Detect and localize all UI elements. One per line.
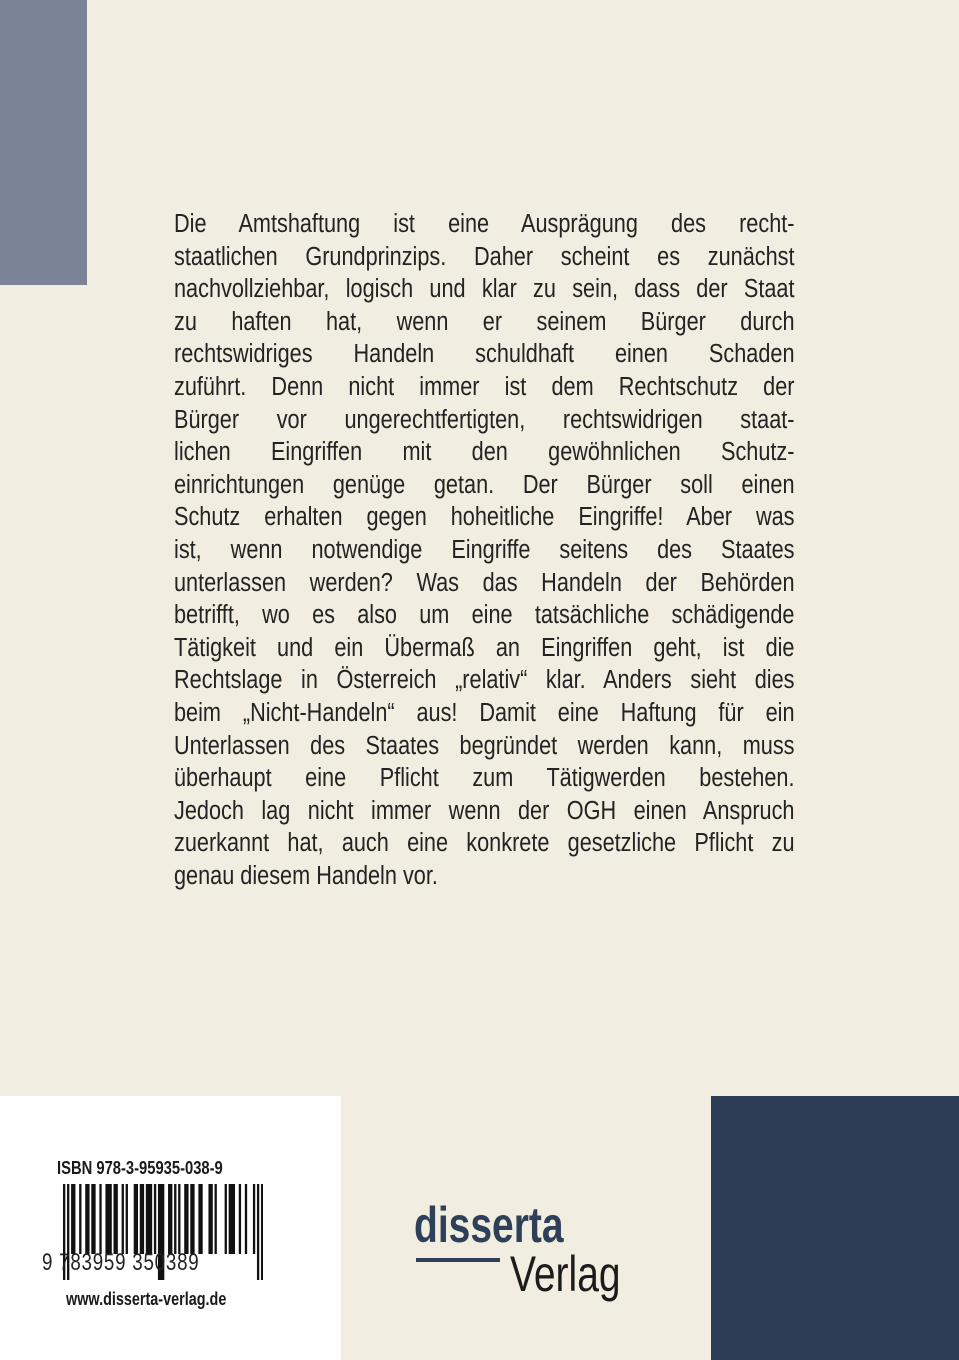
blurb-line: einrichtungen genüge getan. Der Bürger soll einen bbox=[174, 470, 795, 499]
blurb-line: lichen Eingriffen mit den gewöhnlichen Schutz- bbox=[174, 438, 795, 467]
barcode-bar bbox=[146, 1184, 148, 1254]
blurb-line: nachvollziehbar, logisch und klar zu sein, dass der Staat bbox=[174, 275, 795, 304]
barcode-bar bbox=[71, 1184, 73, 1254]
barcode-bar bbox=[239, 1184, 241, 1254]
blurb-line: Bürger vor ungerechtfertigten, rechtswidrigen staat- bbox=[174, 405, 795, 434]
barcode-bar bbox=[142, 1184, 144, 1254]
blurb-line: staatlichen Grundprinzips. Daher scheint es zunächst bbox=[174, 242, 795, 271]
decorative-slate-block bbox=[0, 0, 87, 285]
blurb-line: Tätigkeit und ein Übermaß an Eingriffen geht, ist die bbox=[174, 633, 795, 662]
barcode-bar bbox=[140, 1184, 142, 1254]
barcode-bar bbox=[168, 1184, 170, 1254]
barcode-bar bbox=[136, 1184, 138, 1254]
blurb-line: überhaupt eine Pflicht zum Tätigwerden bestehen. bbox=[174, 764, 795, 793]
barcode-bar bbox=[134, 1184, 136, 1254]
logo-rule bbox=[416, 1258, 500, 1262]
blurb-line: zuerkannt hat, auch eine konkrete gesetzliche Pflicht zu bbox=[174, 829, 795, 858]
blurb-line: ist, wenn notwendige Eingriffe seitens des Staates bbox=[174, 535, 795, 564]
blurb-line: Die Amtshaftung ist eine Ausprägung des recht- bbox=[174, 210, 795, 238]
blurb-line: zu haften hat, wenn er seinem Bürger durch bbox=[174, 307, 795, 336]
barcode-bar bbox=[261, 1184, 263, 1280]
barcode-bar bbox=[122, 1184, 124, 1254]
barcode-bar bbox=[114, 1184, 116, 1254]
barcode-bar bbox=[200, 1184, 202, 1254]
barcode-bar bbox=[231, 1184, 233, 1254]
barcode-bar bbox=[208, 1184, 210, 1254]
blurb-line: unterlassen werden? Was das Handeln der Behörden bbox=[174, 568, 795, 597]
barcode-bar bbox=[87, 1184, 89, 1254]
blurb-line: Schutz erhalten gegen hoheitliche Eingriffe! Aber was bbox=[174, 503, 795, 532]
barcode-bar bbox=[198, 1184, 200, 1254]
barcode-bar bbox=[150, 1184, 152, 1254]
barcode-box bbox=[0, 1096, 341, 1360]
barcode-bar bbox=[116, 1184, 118, 1254]
barcode-bar bbox=[126, 1184, 128, 1254]
isbn-label: ISBN 978-3-95935-038-9 bbox=[57, 1158, 223, 1178]
barcode-bar bbox=[233, 1184, 235, 1254]
barcode-bar bbox=[190, 1184, 192, 1254]
barcode-bar bbox=[186, 1184, 188, 1254]
barcode-bar bbox=[93, 1184, 95, 1254]
barcode-bar bbox=[105, 1184, 107, 1254]
barcode-bar bbox=[178, 1184, 180, 1254]
barcode-bar bbox=[99, 1184, 101, 1254]
barcode-bar bbox=[225, 1184, 227, 1254]
barcode-bar bbox=[154, 1184, 156, 1254]
barcode-bar bbox=[73, 1184, 75, 1254]
barcode-bar bbox=[91, 1184, 93, 1254]
blurb-line: Rechtslage in Österreich „relativ“ klar. Anders sieht dies bbox=[174, 666, 795, 695]
barcode-bar bbox=[184, 1184, 186, 1254]
barcode-bar bbox=[257, 1184, 259, 1280]
blurb-line: Jedoch lag nicht immer wenn der OGH einen Anspruch bbox=[174, 796, 795, 825]
blurb-line: zuführt. Denn nicht immer ist dem Rechtschutz der bbox=[174, 372, 795, 401]
logo-verlag: Verlag bbox=[510, 1246, 621, 1302]
barcode-bar bbox=[107, 1184, 109, 1254]
publisher-url: www.disserta-verlag.de bbox=[66, 1289, 227, 1309]
barcode-bar bbox=[79, 1184, 81, 1254]
blurb-line: Unterlassen des Staates begründet werden kann, muss bbox=[174, 731, 795, 760]
back-cover-blurb bbox=[174, 208, 795, 892]
blurb-line: rechtswidriges Handeln schuldhaft einen Schaden bbox=[174, 340, 795, 369]
barcode-bar bbox=[192, 1184, 194, 1254]
barcode-bar bbox=[170, 1184, 172, 1254]
publisher-logo bbox=[414, 1197, 621, 1302]
barcode-bar bbox=[215, 1184, 217, 1254]
blurb-line: genau diesem Handeln vor. bbox=[174, 861, 438, 890]
barcode-digits: 9 783959 350389 bbox=[42, 1249, 200, 1276]
barcode-bar bbox=[210, 1184, 212, 1254]
barcode-bar bbox=[174, 1184, 176, 1254]
barcode-bar bbox=[229, 1184, 231, 1254]
barcode-bar bbox=[85, 1184, 87, 1254]
blurb-line: betrifft, wo es also um eine tatsächliche schädigende bbox=[174, 601, 795, 630]
blurb-line: beim „Nicht-Handeln“ aus! Damit eine Haftung für ein bbox=[174, 698, 795, 727]
barcode-bar bbox=[253, 1184, 255, 1254]
logo-disserta: disserta bbox=[414, 1197, 564, 1253]
barcode-bar bbox=[109, 1184, 111, 1254]
barcode-bar bbox=[148, 1184, 150, 1254]
barcode-bar bbox=[245, 1184, 247, 1254]
decorative-navy-block bbox=[711, 1096, 959, 1360]
